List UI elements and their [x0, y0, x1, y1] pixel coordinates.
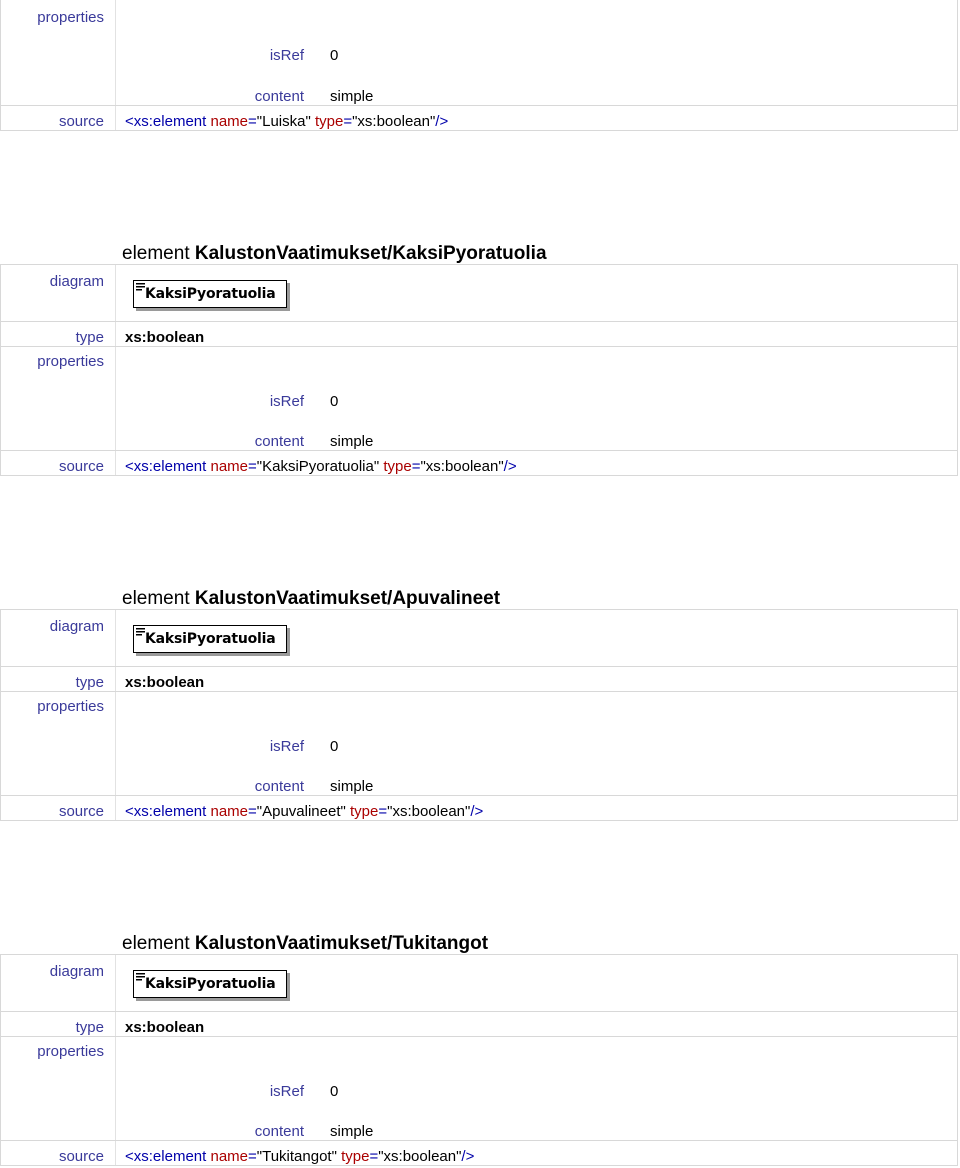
isref-key: isRef [269, 1083, 304, 1100]
isref-key: isRef [269, 47, 304, 64]
isref-value: 0 [330, 1083, 339, 1100]
row-divider [115, 1037, 116, 1140]
source-label: source [58, 458, 104, 475]
diagram-label: diagram [49, 963, 104, 980]
diagram-label: diagram [49, 618, 104, 635]
type-label: type [75, 1019, 104, 1036]
row-divider [115, 265, 116, 321]
element-path: KalustonVaatimukset/Apuvalineet [194, 588, 501, 609]
element-path: KalustonVaatimukset/Tukitangot [194, 933, 489, 954]
type-label: type [75, 674, 104, 691]
isref-value: 0 [330, 47, 339, 64]
properties-label: properties [37, 9, 104, 26]
source-row [0, 795, 958, 821]
properties-row [0, 1036, 958, 1141]
content-value: simple [330, 433, 374, 450]
row-divider [115, 692, 116, 795]
row-divider [115, 322, 116, 346]
isref-value: 0 [330, 738, 339, 755]
diagram-row [0, 609, 958, 667]
content-value: simple [330, 778, 374, 795]
row-divider [115, 610, 116, 666]
diagram-element-name: KaksiPyoratuolia [145, 976, 276, 992]
diagram-row [0, 954, 958, 1012]
row-divider [115, 0, 116, 105]
diagram-element-name: KaksiPyoratuolia [145, 631, 276, 647]
row-divider [115, 796, 116, 820]
diagram-row [0, 264, 958, 322]
isref-value: 0 [330, 393, 339, 410]
content-value: simple [330, 1123, 374, 1140]
element-path: KalustonVaatimukset/KaksiPyoratuolia [194, 243, 547, 264]
content-key: content [254, 88, 304, 105]
source-label: source [58, 1148, 104, 1165]
type-value: xs:boolean [125, 674, 205, 691]
properties-row [0, 691, 958, 796]
source-row [0, 1140, 958, 1166]
element-diagram-box[interactable] [133, 625, 287, 653]
element-word: element [122, 588, 190, 609]
content-key: content [254, 1123, 304, 1140]
element-title [122, 243, 547, 265]
element-diagram-box[interactable] [133, 970, 287, 998]
type-row [0, 321, 958, 347]
isref-key: isRef [269, 738, 304, 755]
content-value: simple [330, 88, 374, 105]
diagram-element-name: KaksiPyoratuolia [145, 286, 276, 302]
element-title [122, 588, 500, 610]
element-word: element [122, 933, 190, 954]
source-row [0, 450, 958, 476]
row-divider [115, 451, 116, 475]
diagram-label: diagram [49, 273, 104, 290]
row-divider [115, 667, 116, 691]
source-row [0, 105, 958, 131]
source-label: source [58, 803, 104, 820]
element-word: element [122, 243, 190, 264]
source-code: <xs:element name="KaksiPyoratuolia" type="xs:boolean"/> [125, 458, 517, 475]
type-value: xs:boolean [125, 1019, 205, 1036]
element-lines-icon [136, 628, 145, 637]
element-diagram-box[interactable] [133, 280, 287, 308]
content-key: content [254, 433, 304, 450]
source-code: <xs:element name="Apuvalineet" type="xs:boolean"/> [125, 803, 484, 820]
row-divider [115, 955, 116, 1011]
properties-label: properties [37, 353, 104, 370]
type-row [0, 666, 958, 692]
row-divider [115, 347, 116, 450]
element-title [122, 933, 488, 955]
element-lines-icon [136, 973, 145, 982]
isref-key: isRef [269, 393, 304, 410]
properties-row [0, 346, 958, 451]
row-divider [115, 1141, 116, 1165]
type-label: type [75, 329, 104, 346]
row-divider [115, 106, 116, 130]
source-code: <xs:element name="Tukitangot" type="xs:boolean"/> [125, 1148, 475, 1165]
type-value: xs:boolean [125, 329, 205, 346]
row-divider [115, 1012, 116, 1036]
source-label: source [58, 113, 104, 130]
properties-label: properties [37, 1043, 104, 1060]
source-code: <xs:element name="Luiska" type="xs:boolean"/> [125, 113, 449, 130]
properties-row [0, 0, 958, 106]
content-key: content [254, 778, 304, 795]
properties-label: properties [37, 698, 104, 715]
element-lines-icon [136, 283, 145, 292]
type-row [0, 1011, 958, 1037]
